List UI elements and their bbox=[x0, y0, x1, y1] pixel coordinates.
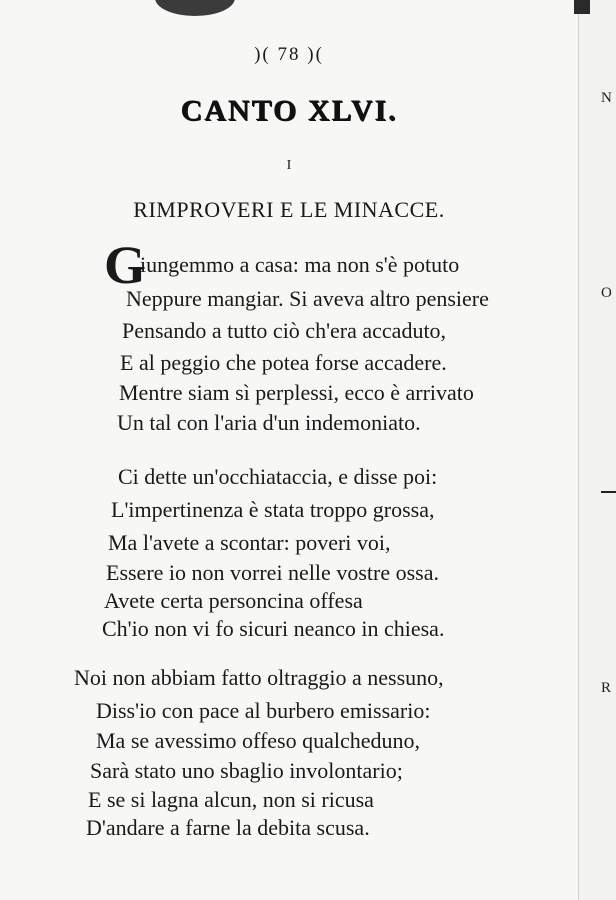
verse-line: iungemmo a casa: ma non s'è potuto bbox=[140, 252, 460, 277]
margin-letter: O bbox=[601, 285, 612, 301]
verse-line: Pensando a tutto ciò ch'era accaduto, bbox=[122, 318, 447, 343]
verse-line: Un tal con l'aria d'un indemoniato. bbox=[117, 410, 421, 435]
verse-line: Diss'io con pace al burbero emissario: bbox=[96, 698, 431, 723]
verse-line: Ma se avessimo offeso qualcheduno, bbox=[96, 728, 421, 753]
margin-dash bbox=[601, 491, 616, 493]
verse-line: E al peggio che potea forse accadere. bbox=[120, 350, 447, 375]
drop-cap: G bbox=[104, 235, 147, 295]
verse-line: Sarà stato uno sbaglio involontario; bbox=[90, 758, 403, 783]
canto-title: CANTO XLVI. bbox=[180, 94, 398, 127]
adjacent-page-edge bbox=[578, 0, 616, 900]
verse-line: L'impertinenza è stata troppo grossa, bbox=[111, 497, 435, 522]
margin-letter: R bbox=[601, 680, 612, 696]
verse-line: Noi non abbiam fatto oltraggio a nessuno, bbox=[74, 665, 444, 690]
verse-line: Ch'io non vi fo sicuri neanco in chiesa. bbox=[102, 616, 445, 641]
margin-letter: N bbox=[601, 90, 612, 106]
poem-subtitle: RIMPROVERI E LE MINACCE. bbox=[133, 197, 445, 222]
page-corner-shadow bbox=[574, 0, 590, 14]
verse-line: Avete certa personcina offesa bbox=[104, 588, 363, 613]
verse-line: Mentre siam sì perplessi, ecco è arrivato bbox=[119, 380, 474, 405]
verse-line: D'andare a farne la debita scusa. bbox=[86, 815, 370, 840]
verse-line: Essere io non vorrei nelle vostre ossa. bbox=[106, 560, 439, 585]
binding-shadow bbox=[155, 0, 235, 16]
verse-line: Neppure mangiar. Si aveva altro pensiere bbox=[126, 286, 489, 311]
verse-line: Ma l'avete a scontar: poveri voi, bbox=[108, 530, 391, 555]
section-number: I bbox=[286, 158, 292, 173]
verse-line: E se si lagna alcun, non si ricusa bbox=[88, 787, 374, 812]
page-number: )( 78 )( bbox=[254, 44, 324, 65]
verse-line: Ci dette un'occhiataccia, e disse poi: bbox=[118, 464, 438, 489]
